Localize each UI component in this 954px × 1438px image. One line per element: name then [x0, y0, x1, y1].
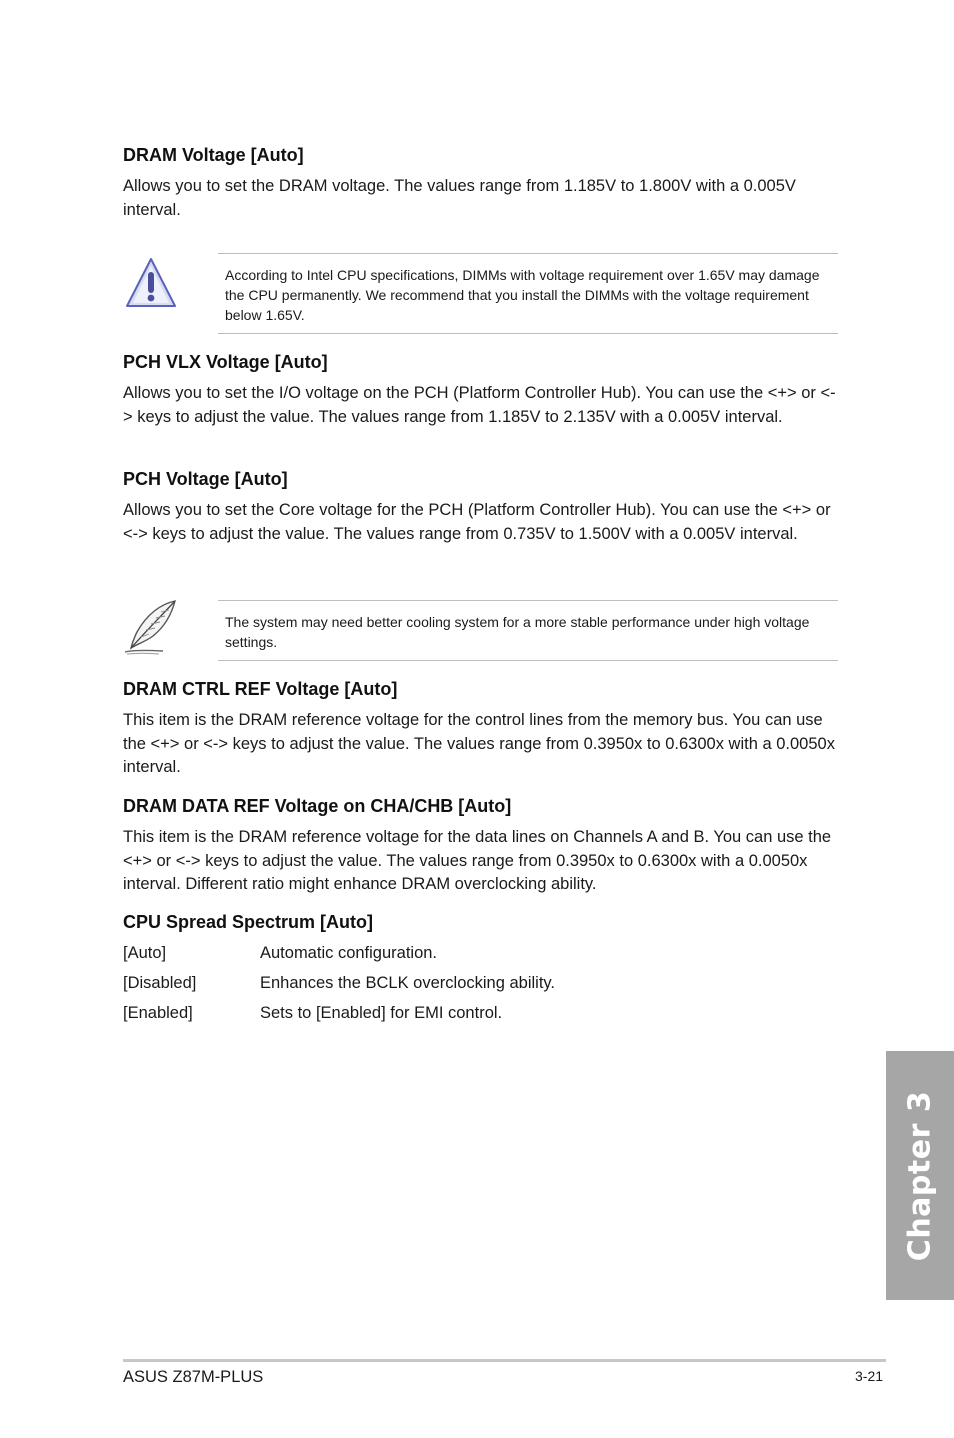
option-key: [Disabled]: [123, 974, 197, 992]
chapter-tab-label: Chapter 3: [902, 1090, 938, 1261]
info-note: [218, 600, 838, 661]
section-body-dram-voltage: Allows you to set the DRAM voltage. The values range from 1.185V to 1.800V with a 0.005V interval.: [123, 177, 796, 219]
option-description: Sets to [Enabled] for EMI control.: [260, 1004, 503, 1022]
option-description: Enhances the BCLK overclocking ability.: [260, 974, 556, 992]
footer-page-number: 3-21: [855, 1368, 884, 1384]
chapter-tab: [886, 1051, 954, 1300]
section-heading-cpu-spread-spectrum: CPU Spread Spectrum [Auto]: [123, 912, 374, 932]
footer-product-name: ASUS Z87M-PLUS: [123, 1368, 264, 1386]
warning-icon: [125, 256, 177, 310]
section-heading-dram-ctrl-ref: DRAM CTRL REF Voltage [Auto]: [123, 679, 398, 699]
section-heading-pch-voltage: PCH Voltage [Auto]: [123, 469, 288, 489]
info-note-text: The system may need better cooling system for a more stable performance under high voltage settings.: [225, 614, 810, 650]
option-key: [Auto]: [123, 944, 167, 962]
section-body-pch-voltage: Allows you to set the Core voltage for the PCH (Platform Controller Hub). You can use the <+> or <-> keys to adjust the value. The values range from 0.735V to 1.500V with a 0.005V interval.: [123, 501, 831, 543]
footer-divider: [123, 1359, 886, 1362]
warning-note: [218, 253, 838, 334]
option-key: [Enabled]: [123, 1004, 193, 1022]
section-body-dram-ctrl-ref: This item is the DRAM reference voltage for the control lines from the memory bus. You can use the <+> or <-> keys to adjust the value. The values range from 0.3950x to 0.6300x with a 0.0050x interval.: [123, 711, 835, 776]
warning-note-text: According to Intel CPU specifications, DIMMs with voltage requirement over 1.65V may damage the CPU permanently. We recommend that you install the DIMMs with the voltage requirement below 1.65V.: [225, 267, 820, 323]
option-description: Automatic configuration.: [260, 944, 438, 962]
section-body-pch-vlx-voltage: Allows you to set the I/O voltage on the PCH (Platform Controller Hub). You can use the <+> or <-> keys to adjust the value. The values range from 1.185V to 2.135V with a 0.005V interval.: [123, 384, 836, 426]
section-heading-pch-vlx-voltage: PCH VLX Voltage [Auto]: [123, 352, 328, 372]
feather-note-icon: [123, 598, 181, 656]
section-heading-dram-voltage: DRAM Voltage [Auto]: [123, 145, 304, 165]
section-body-dram-data-ref: This item is the DRAM reference voltage for the data lines on Channels A and B. You can use the <+> or <-> keys to adjust the value. The values range from 0.3950x to 0.6300x with a 0.0050x interval. Different ratio might enhance DRAM overclocking ability.: [123, 828, 832, 893]
section-heading-dram-data-ref: DRAM DATA REF Voltage on CHA/CHB [Auto]: [123, 796, 512, 816]
